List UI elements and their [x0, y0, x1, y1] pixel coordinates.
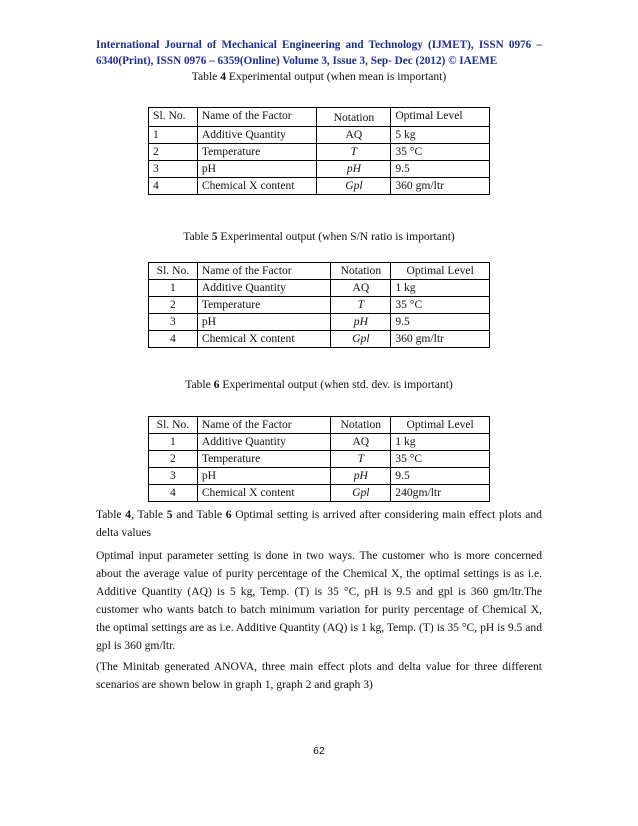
cell: AQ — [331, 434, 391, 451]
table-row — [149, 144, 490, 161]
cell: pH — [331, 468, 391, 485]
header-cell: Sl. No. — [149, 417, 198, 434]
cell: 9.5 — [391, 161, 490, 178]
cell: 9.5 — [391, 314, 490, 331]
cell: Chemical X content — [197, 178, 317, 195]
table-header-row — [149, 263, 490, 280]
table-row — [149, 314, 490, 331]
table-header-row — [149, 417, 490, 434]
table-row — [149, 434, 490, 451]
header-cell: Notation — [317, 108, 391, 127]
cell: 9.5 — [391, 468, 490, 485]
cell: Temperature — [197, 297, 331, 314]
table-row — [149, 127, 490, 144]
cell: 1 — [149, 280, 198, 297]
cell: T — [317, 144, 391, 161]
table-row — [149, 161, 490, 178]
cell: 360 gm/ltr — [391, 178, 490, 195]
cell: 2 — [149, 451, 198, 468]
header-cell: Optimal Level — [391, 417, 490, 434]
cell: 2 — [149, 297, 198, 314]
cell: Temperature — [197, 451, 331, 468]
summary-paragraph: Table 4, Table 5 and Table 6 Optimal setting is arrived after considering main effect plots and delta values — [96, 508, 542, 539]
table-6 — [148, 416, 490, 502]
table-4 — [148, 107, 490, 195]
cell: Additive Quantity — [197, 434, 331, 451]
cell: Chemical X content — [197, 331, 331, 348]
cell: 35 °C — [391, 297, 490, 314]
cell: AQ — [331, 280, 391, 297]
cell: pH — [197, 314, 331, 331]
table-row — [149, 331, 490, 348]
table-row — [149, 485, 490, 502]
cell: pH — [197, 161, 317, 178]
cell: 2 — [149, 144, 198, 161]
cell: 1 — [149, 127, 198, 144]
header-cell: Name of the Factor — [197, 417, 331, 434]
cell: 1 — [149, 434, 198, 451]
cell: Gpl — [331, 485, 391, 502]
cell: Additive Quantity — [197, 280, 331, 297]
table-6-caption: Table 6 Experimental output (when std. dev. is important) — [185, 378, 453, 391]
table-5 — [148, 262, 490, 348]
cell: 35 °C — [391, 451, 490, 468]
body-paragraph-1: Optimal input parameter setting is done in two ways. The customer who is more concerned about the average value of purity percentage of the Chemical X, the optimal settings is as i.e. Additive Quantity (AQ) is 5 kg, Temp. (T) is 35 °C, pH is 9.5 and gpl is 360 gm/ltr.The customer who wants batch to batch minimum variation for purity percentage of Chemical X, the optimal settings are as i.e. Additive Quantity (AQ) is 1 kg, Temp. (T) is 35 °C, pH is 9.5 and gpl is 360 gm/ltr. — [96, 549, 542, 652]
header-cell: Name of the Factor — [197, 108, 317, 127]
cell: T — [331, 297, 391, 314]
cell: AQ — [317, 127, 391, 144]
header-cell: Notation — [331, 263, 391, 280]
table-4-caption: Table 4 Experimental output (when mean is important) — [191, 70, 447, 83]
cell: 35 °C — [391, 144, 490, 161]
header-cell: Sl. No. — [149, 108, 198, 127]
cell: 3 — [149, 468, 198, 485]
cell: Chemical X content — [197, 485, 331, 502]
cell: 4 — [149, 178, 198, 195]
cell: Gpl — [317, 178, 391, 195]
table-row — [149, 468, 490, 485]
table-row — [149, 451, 490, 468]
table-5-caption: Table 5 Experimental output (when S/N ratio is important) — [183, 230, 455, 243]
cell: 1 kg — [391, 280, 490, 297]
header-cell: Name of the Factor — [197, 263, 331, 280]
journal-header: International Journal of Mechanical Engineering and Technology (IJMET), ISSN 0976 – 6340(Print), ISSN 0976 – 6359(Online) Volume 3, Issue 3, Sep- Dec (2012) © IAEME — [96, 39, 542, 67]
cell: pH — [197, 468, 331, 485]
header-cell: Optimal Level — [391, 263, 490, 280]
table-row — [149, 280, 490, 297]
cell: 5 kg — [391, 127, 490, 144]
body-paragraph-2: (The Minitab generated ANOVA, three main effect plots and delta value for three different scenarios are shown below in graph 1, graph 2 and graph 3) — [96, 660, 542, 691]
cell: Additive Quantity — [197, 127, 317, 144]
cell: 240gm/ltr — [391, 485, 490, 502]
header-cell: Sl. No. — [149, 263, 198, 280]
table-row — [149, 297, 490, 314]
cell: 4 — [149, 331, 198, 348]
header-cell: Optimal Level — [391, 108, 490, 127]
cell: 1 kg — [391, 434, 490, 451]
cell: pH — [331, 314, 391, 331]
cell: 3 — [149, 161, 198, 178]
table-row — [149, 178, 490, 195]
page-number: 62 — [313, 745, 325, 757]
cell: 360 gm/ltr — [391, 331, 490, 348]
cell: 3 — [149, 314, 198, 331]
cell: pH — [317, 161, 391, 178]
header-cell: Notation — [331, 417, 391, 434]
cell: T — [331, 451, 391, 468]
cell: Temperature — [197, 144, 317, 161]
cell: Gpl — [331, 331, 391, 348]
cell: 4 — [149, 485, 198, 502]
table-header-row — [149, 108, 490, 127]
